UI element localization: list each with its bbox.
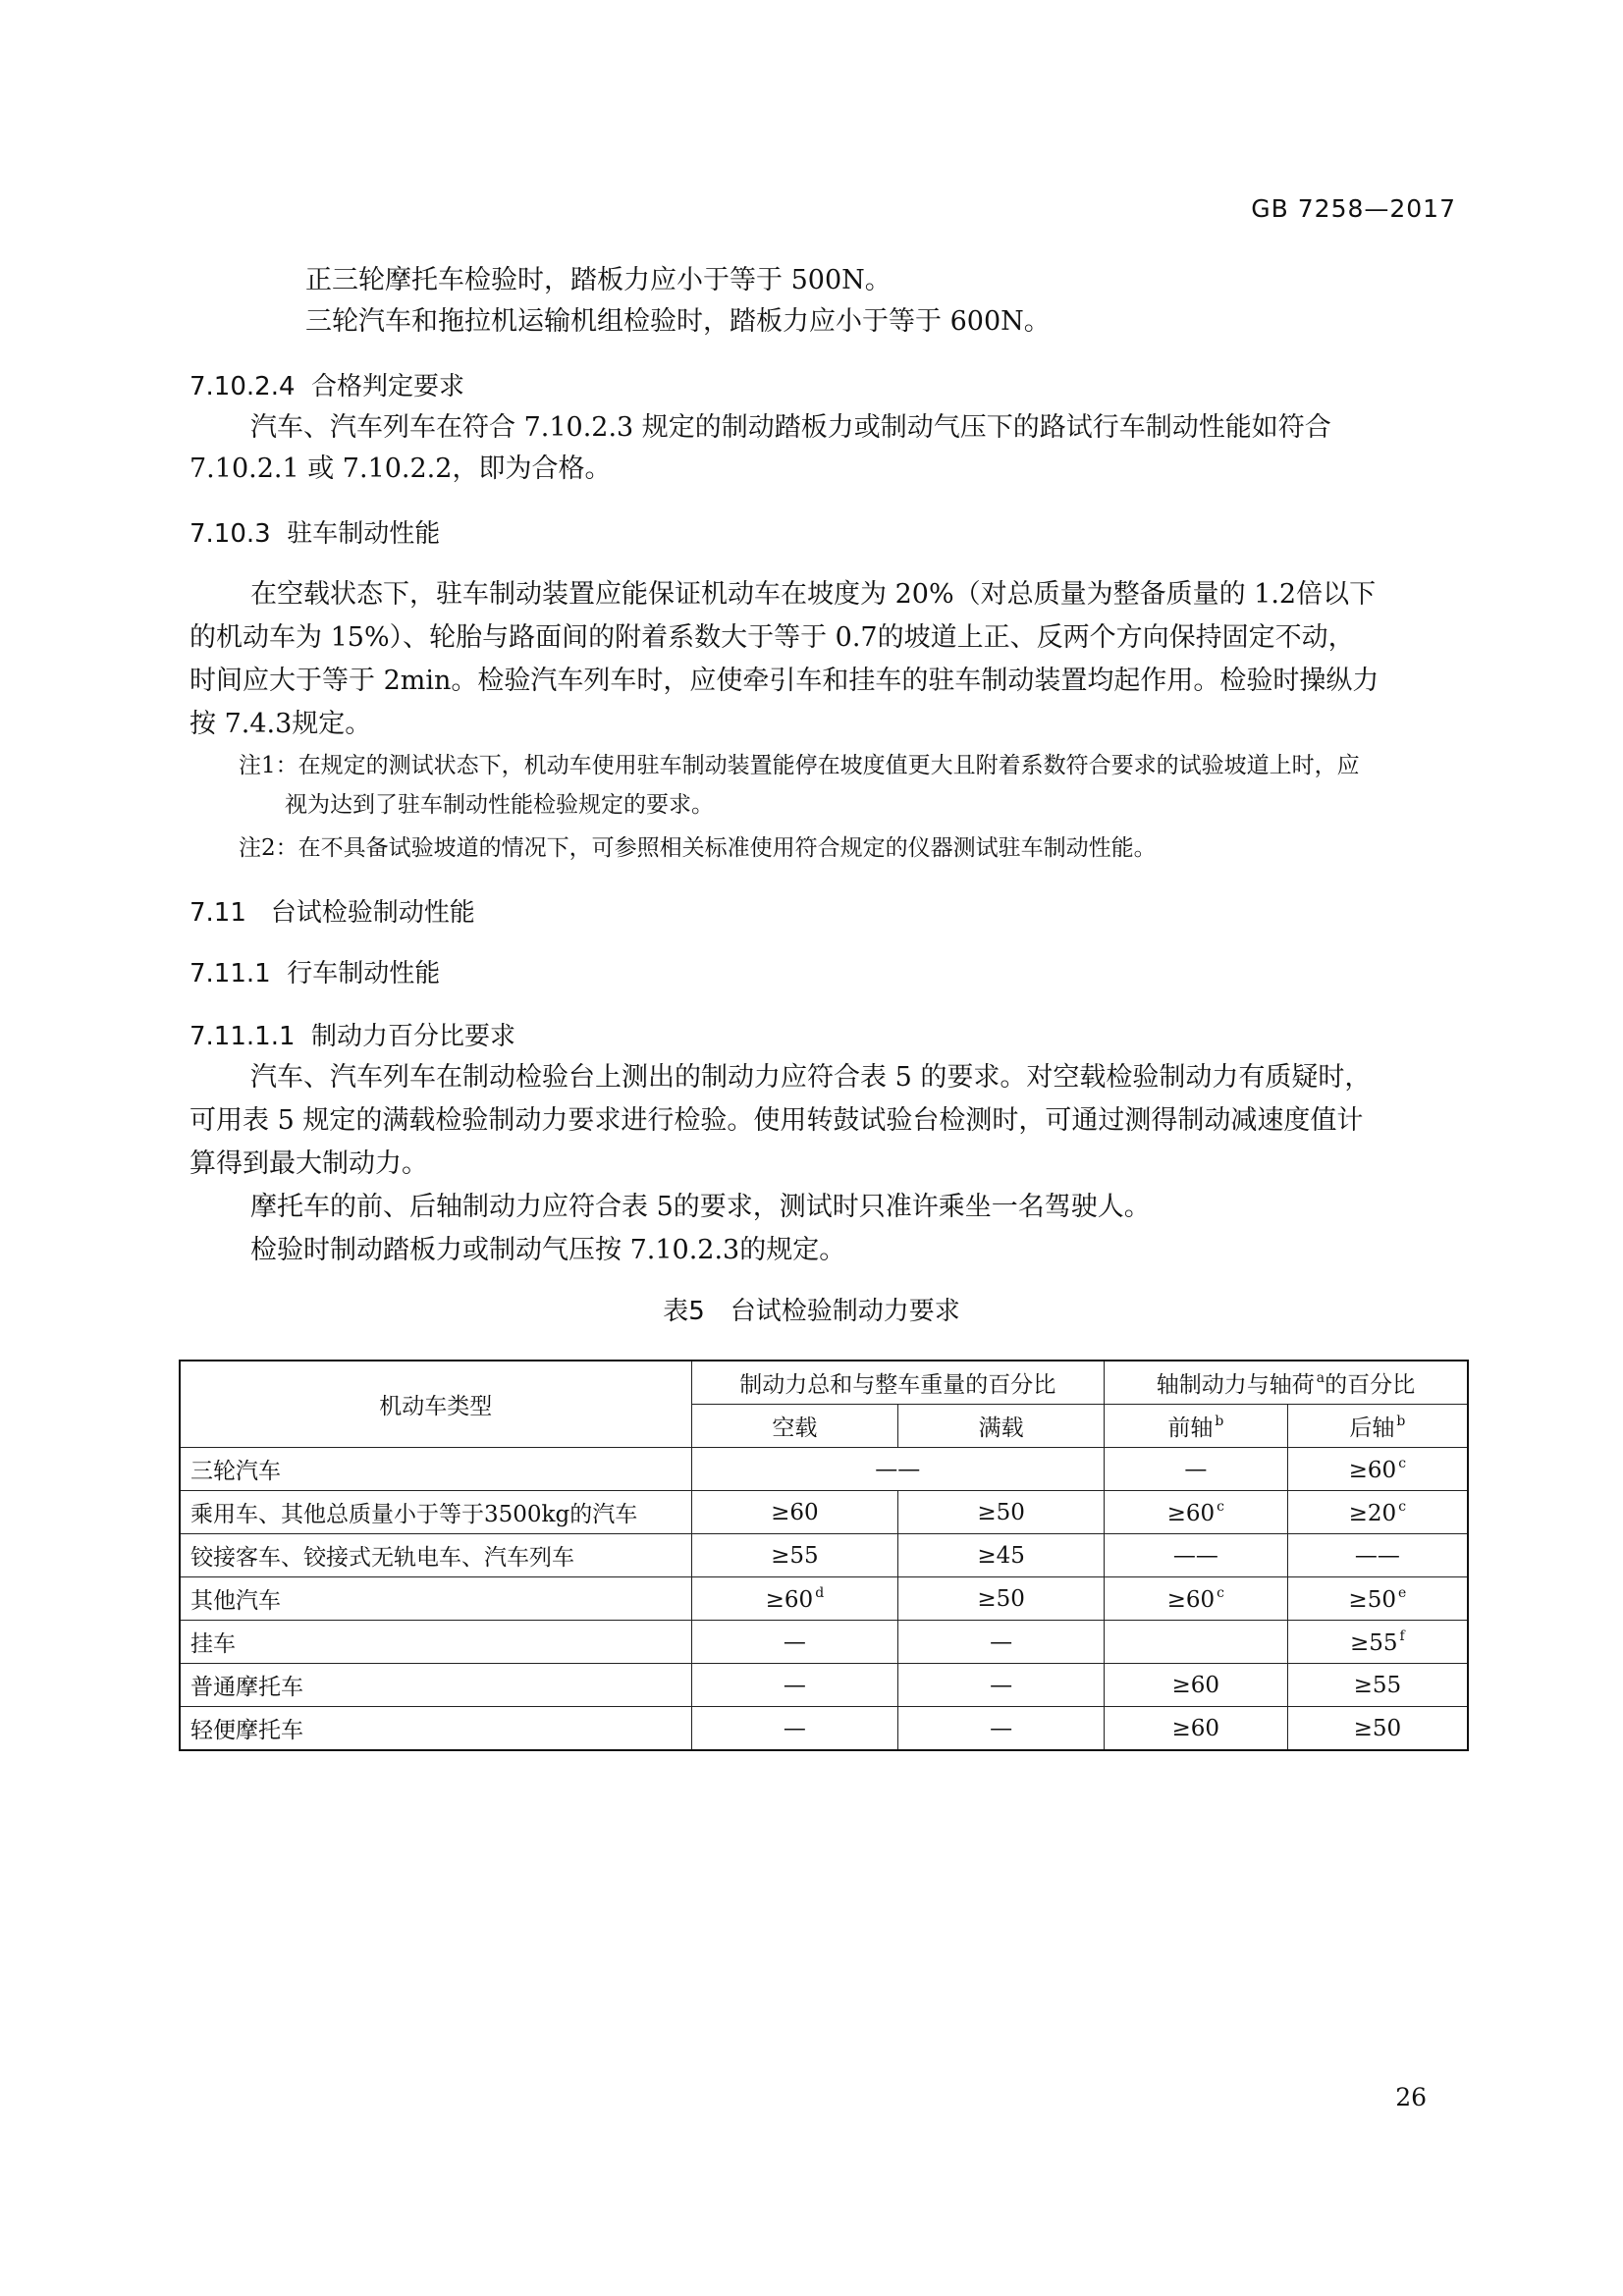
cell-laden: ≥45 <box>898 1534 1105 1577</box>
cell-vehicle-type: 轻便摩托车 <box>180 1707 691 1751</box>
paragraph-line: 的机动车为 15%）、轮胎与路面间的附着系数大于等于 0.7的坡道上正、反两个方向保持固定不动， <box>189 622 1355 653</box>
cell-rear <box>1287 1577 1468 1621</box>
cell-vehicle-type: 其他汽车 <box>180 1577 691 1621</box>
paragraph-line: 汽车、汽车列车在制动检验台上测出的制动力应符合表 5 的要求。对空载检验制动力有质疑时， <box>250 1062 1372 1093</box>
section-title: 驻车制动性能 <box>287 519 441 549</box>
paragraph-line: 时间应大于等于 2min。检验汽车列车时，应使牵引车和挂车的驻车制动装置均起作用。检验时操纵力 <box>189 666 1380 696</box>
section-number: 7.10.2.4 <box>189 372 296 401</box>
header-text: 前轴 <box>1167 1415 1214 1441</box>
note-2 <box>239 828 1157 868</box>
paragraph-line: 7.10.2.1 或 7.10.2.2，即为合格。 <box>189 454 612 484</box>
cell-unladen: ≥55 <box>691 1534 898 1577</box>
paragraph-line: 算得到最大制动力。 <box>189 1148 428 1179</box>
cell-value: ≥60 <box>1348 1457 1397 1483</box>
header-laden: 满载 <box>898 1405 1105 1448</box>
cell-value: ≥50 <box>1348 1586 1396 1613</box>
note-label: 注2： <box>239 835 298 861</box>
cell-front: ≥60 <box>1104 1664 1287 1707</box>
paragraph-line: 汽车、汽车列车在符合 7.10.2.3 规定的制动踏板力或制动气压下的路试行车制动性能如符合 <box>250 412 1331 443</box>
table-row <box>180 1621 1468 1664</box>
footnote-mark: b <box>1396 1414 1406 1429</box>
cell-vehicle-type: 铰接客车、铰接式无轨电车、汽车列车 <box>180 1534 691 1577</box>
footnote-mark: a <box>1316 1370 1325 1386</box>
section-title: 行车制动性能 <box>287 959 441 988</box>
table-row <box>180 1448 1468 1491</box>
section-heading-7-10-3 <box>189 512 440 556</box>
cell-laden: — <box>898 1621 1105 1664</box>
footnote-mark: c <box>1217 1498 1224 1515</box>
section-number: 7.11 <box>189 898 246 928</box>
section-title: 台试检验制动性能 <box>270 898 475 928</box>
cell-front: ≥60 <box>1104 1707 1287 1751</box>
cell-front: — <box>1104 1448 1287 1491</box>
header-unladen: 空载 <box>691 1405 898 1448</box>
cell-unladen <box>691 1577 898 1621</box>
cell-laden: ≥50 <box>898 1491 1105 1534</box>
cell-value: ≥60 <box>1166 1586 1216 1613</box>
footnote-mark: c <box>1217 1584 1224 1601</box>
section-title: 制动力百分比要求 <box>311 1022 516 1051</box>
table-row <box>180 1491 1468 1534</box>
note-1 <box>239 746 1360 785</box>
section-heading-7-11 <box>189 891 475 934</box>
table-caption: 表5 台试检验制动力要求 <box>663 1297 960 1326</box>
cell-vehicle-type: 三轮汽车 <box>180 1448 691 1491</box>
footnote-mark: e <box>1397 1584 1407 1601</box>
cell-laden: ≥50 <box>898 1577 1105 1621</box>
cell-total-merged: —— <box>691 1448 1104 1491</box>
section-number: 7.11.1 <box>189 959 271 988</box>
footnote-mark: f <box>1399 1628 1405 1644</box>
note-label: 注1： <box>239 753 298 778</box>
cell-front <box>1104 1491 1287 1534</box>
section-number: 7.11.1.1 <box>189 1022 296 1051</box>
cell-vehicle-type: 乘用车、其他总质量小于等于3500kg的汽车 <box>180 1491 691 1534</box>
header-text: 的百分比 <box>1325 1372 1416 1398</box>
table-header-row <box>180 1361 1468 1405</box>
cell-rear <box>1287 1448 1468 1491</box>
cell-rear: —— <box>1287 1534 1468 1577</box>
section-title: 合格判定要求 <box>311 372 465 401</box>
cell-rear: ≥50 <box>1287 1707 1468 1751</box>
section-number: 7.10.3 <box>189 519 271 549</box>
header-text: 后轴 <box>1349 1415 1395 1441</box>
paragraph-line: 检验时制动踏板力或制动气压按 7.10.2.3的规定。 <box>250 1235 846 1265</box>
cell-unladen: — <box>691 1707 898 1751</box>
cell-value: ≥55 <box>1349 1629 1398 1656</box>
paragraph-line: 正三轮摩托车检验时，踏板力应小于等于 500N。 <box>305 265 892 295</box>
section-heading-7-11-1 <box>189 952 440 995</box>
header-rear-axle <box>1287 1405 1468 1448</box>
cell-value: ≥20 <box>1348 1500 1397 1526</box>
cell-laden: — <box>898 1707 1105 1751</box>
header-axle-force-percentage <box>1104 1361 1468 1405</box>
cell-front <box>1104 1577 1287 1621</box>
paragraph-line: 在空载状态下，驻车制动装置应能保证机动车在坡度为 20%（对总质量为整备质量的 1.2倍以下 <box>250 579 1377 610</box>
table-row <box>180 1664 1468 1707</box>
cell-unladen: — <box>691 1664 898 1707</box>
header-front-axle <box>1104 1405 1287 1448</box>
header-vehicle-type: 机动车类型 <box>180 1361 691 1448</box>
note-1-continued: 视为达到了驻车制动性能检验规定的要求。 <box>285 792 714 818</box>
cell-front: —— <box>1104 1534 1287 1577</box>
cell-rear <box>1287 1621 1468 1664</box>
section-heading-7-10-2-4 <box>189 365 464 408</box>
table-row <box>180 1707 1468 1751</box>
cell-laden: — <box>898 1664 1105 1707</box>
header-text: 轴制动力与轴荷 <box>1156 1372 1315 1398</box>
footnote-mark: d <box>815 1584 825 1601</box>
cell-rear <box>1287 1491 1468 1534</box>
paragraph-line: 三轮汽车和拖拉机运输机组检验时，踏板力应小于等于 600N。 <box>305 306 1051 337</box>
table-row <box>180 1577 1468 1621</box>
page-number: 26 <box>1395 2083 1427 2111</box>
brake-force-table <box>179 1360 1469 1751</box>
cell-value: ≥60 <box>765 1586 814 1613</box>
footnote-mark: c <box>1398 1498 1407 1515</box>
footnote-mark: b <box>1215 1414 1224 1429</box>
footnote-mark: c <box>1398 1455 1407 1471</box>
section-heading-7-11-1-1 <box>189 1015 515 1058</box>
cell-front <box>1104 1621 1287 1664</box>
paragraph-line: 摩托车的前、后轴制动力应符合表 5的要求，测试时只准许乘坐一名驾驶人。 <box>250 1192 1151 1222</box>
cell-unladen: — <box>691 1621 898 1664</box>
cell-unladen: ≥60 <box>691 1491 898 1534</box>
paragraph-line: 可用表 5 规定的满载检验制动力要求进行检验。使用转鼓试验台检测时，可通过测得制动减速度值计 <box>189 1105 1364 1136</box>
table-row <box>180 1534 1468 1577</box>
document-id-header: GB 7258—2017 <box>1251 194 1456 223</box>
cell-rear: ≥55 <box>1287 1664 1468 1707</box>
cell-value: ≥60 <box>1166 1500 1216 1526</box>
paragraph-line: 按 7.4.3规定。 <box>189 709 372 739</box>
note-text: 在不具备试验坡道的情况下，可参照相关标准使用符合规定的仪器测试驻车制动性能。 <box>298 835 1157 861</box>
cell-vehicle-type: 挂车 <box>180 1621 691 1664</box>
header-total-force-percentage: 制动力总和与整车重量的百分比 <box>691 1361 1104 1405</box>
note-text: 在规定的测试状态下，机动车使用驻车制动装置能停在坡度值更大且附着系数符合要求的试验坡道上时，应 <box>298 753 1360 778</box>
cell-vehicle-type: 普通摩托车 <box>180 1664 691 1707</box>
